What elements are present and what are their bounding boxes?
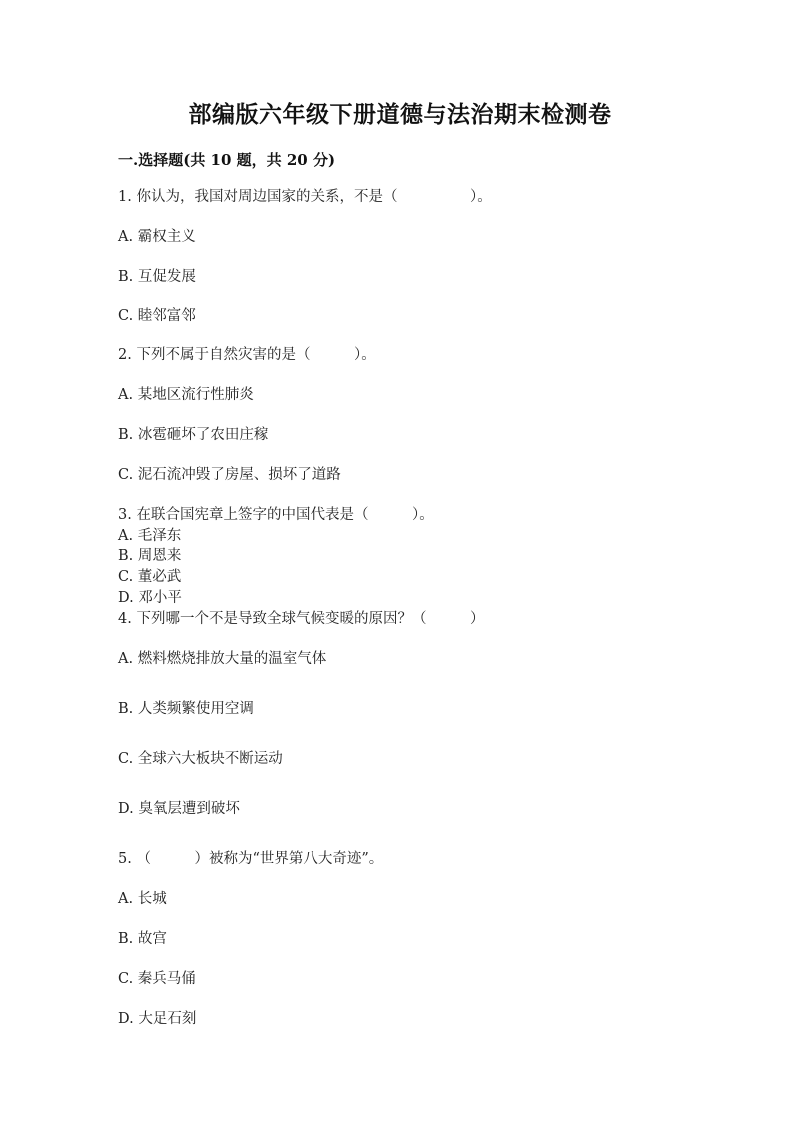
question-4-option-c: C. 全球六大板块不断运动 xyxy=(118,751,283,767)
question-5-option-a: A. 长城 xyxy=(118,891,167,907)
question-1-stem: 1. 你认为，我国对周边国家的关系，不是（ ）。 xyxy=(118,189,492,205)
question-1-option-c: C. 睦邻富邻 xyxy=(118,308,196,324)
question-5-option-c: C. 秦兵马俑 xyxy=(118,971,196,987)
question-4-option-d: D. 臭氧层遭到破坏 xyxy=(118,801,240,817)
question-1-option-b: B. 互促发展 xyxy=(118,269,196,285)
question-2-option-c: C. 泥石流冲毁了房屋、损坏了道路 xyxy=(118,467,341,483)
question-2-stem: 2. 下列不属于自然灾害的是（ ）。 xyxy=(118,347,376,363)
question-2-option-b: B. 冰雹砸坏了农田庄稼 xyxy=(118,427,269,443)
question-4-stem: 4. 下列哪一个不是导致全球气候变暖的原因？（ ） xyxy=(118,611,485,627)
question-5-option-d: D. 大足石刻 xyxy=(118,1011,197,1027)
question-1-option-a: A. 霸权主义 xyxy=(118,229,196,245)
question-3-option-d: D. 邓小平 xyxy=(118,590,182,606)
section-heading: 一.选择题(共 10 题，共 20 分) xyxy=(118,151,336,169)
question-3-option-b: B. 周恩来 xyxy=(118,548,182,564)
question-4-option-b: B. 人类频繁使用空调 xyxy=(118,701,254,717)
question-4-option-a: A. 燃料燃烧排放大量的温室气体 xyxy=(118,651,327,667)
question-2-option-a: A. 某地区流行性肺炎 xyxy=(118,387,254,403)
question-3-stem: 3. 在联合国宪章上签字的中国代表是（ ）。 xyxy=(118,507,434,523)
question-5-stem: 5. （ ）被称为“世界第八大奇迹”。 xyxy=(118,851,384,867)
page-title: 部编版六年级下册道德与法治期末检测卷 xyxy=(188,101,612,128)
question-3-option-c: C. 董必武 xyxy=(118,569,182,585)
question-3-option-a: A. 毛泽东 xyxy=(118,528,182,544)
question-5-option-b: B. 故宫 xyxy=(118,931,167,947)
